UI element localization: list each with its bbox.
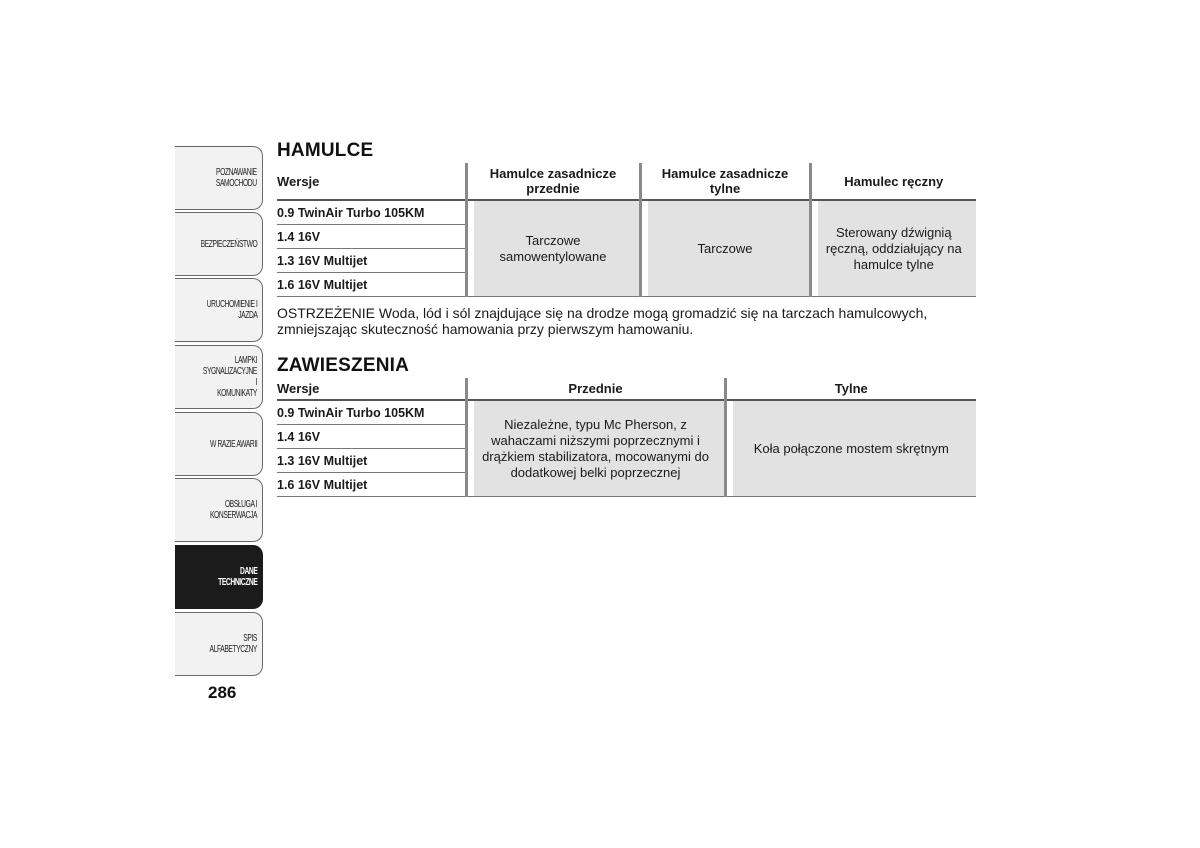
tab-w-razie-awarii[interactable] bbox=[175, 412, 263, 476]
brakes-table bbox=[277, 163, 976, 297]
tab-uruchomienie-i-jazda[interactable] bbox=[175, 278, 263, 342]
tab-lampki-sygnalizacyjne[interactable] bbox=[175, 345, 263, 409]
header-front-brakes: Hamulce zasadnicze przednie bbox=[466, 163, 640, 200]
tab-label-line: SAMOCHODU bbox=[216, 178, 257, 189]
warning-note bbox=[277, 305, 977, 337]
table-row bbox=[277, 200, 976, 225]
version-cell: 1.3 16V Multijet bbox=[277, 249, 466, 273]
tab-label-line: POZNAWANIE bbox=[216, 167, 257, 178]
handbrake-value: Sterowany dźwignią ręczną, oddziałujący na hamulce tylne bbox=[810, 200, 976, 297]
header-rear-suspension: Tylne bbox=[725, 378, 976, 400]
tab-obsluga-i-konserwacja[interactable] bbox=[175, 478, 263, 542]
tab-label-line: URUCHOMIENIE I bbox=[206, 299, 257, 310]
warning-label: OSTRZEŻENIE bbox=[277, 305, 376, 321]
version-cell: 0.9 TwinAir Turbo 105KM bbox=[277, 200, 466, 225]
tab-spis-alfabetyczny[interactable] bbox=[175, 612, 263, 676]
tab-label-line: LAMPKI bbox=[234, 355, 257, 366]
table-row bbox=[277, 400, 976, 425]
header-wersje: Wersje bbox=[277, 378, 466, 400]
suspension-title: ZAWIESZENIA bbox=[277, 355, 410, 376]
page-number: 286 bbox=[208, 683, 237, 702]
header-wersje: Wersje bbox=[277, 163, 466, 200]
front-brakes-value: Tarczowe samowentylowane bbox=[466, 200, 640, 297]
header-rear-brakes: Hamulce zasadnicze tylne bbox=[640, 163, 810, 200]
header-handbrake: Hamulec ręczny bbox=[810, 163, 976, 200]
version-cell: 1.4 16V bbox=[277, 225, 466, 249]
brakes-title: HAMULCE bbox=[277, 140, 374, 161]
tab-dane-techniczne[interactable] bbox=[175, 545, 263, 609]
front-suspension-value: Niezależne, typu Mc Pherson, z wahaczami niższymi poprzecznymi i drążkiem stabilizatora, mocowanymi do dodatkowej belki poprzecznej bbox=[466, 400, 725, 497]
rear-brakes-value: Tarczowe bbox=[640, 200, 810, 297]
tab-label-line: BEZPIECZEŃSTWO bbox=[200, 238, 257, 250]
tab-label-line: DANE bbox=[239, 566, 257, 577]
version-cell: 1.3 16V Multijet bbox=[277, 449, 466, 473]
rear-suspension-value: Koła połączone mostem skrętnym bbox=[725, 400, 976, 497]
version-cell: 1.6 16V Multijet bbox=[277, 273, 466, 297]
warning-text: Woda, lód i sól znajdujące się na drodze mogą gromadzić się na tarczach hamulcowych, zmniejszając skuteczność hamowania przy pierwszym hamowaniu. bbox=[277, 305, 928, 337]
suspension-table bbox=[277, 378, 976, 497]
tab-label-line: KOMUNIKATY bbox=[217, 388, 257, 399]
tab-label-line: W RAZIE AWARII bbox=[209, 438, 257, 450]
version-cell: 1.6 16V Multijet bbox=[277, 473, 466, 497]
tab-poznawanie-samochodu[interactable] bbox=[175, 146, 263, 210]
version-cell: 1.4 16V bbox=[277, 425, 466, 449]
tab-label-line: JAZDA bbox=[237, 310, 257, 321]
header-front-suspension: Przednie bbox=[466, 378, 725, 400]
version-cell: 0.9 TwinAir Turbo 105KM bbox=[277, 400, 466, 425]
tab-label-line: SPIS ALFABETYCZNY bbox=[209, 633, 257, 655]
tab-label-line: TECHNICZNE bbox=[217, 577, 257, 588]
tab-label-line: KONSERWACJA bbox=[209, 510, 257, 521]
tab-bezpieczenstwo[interactable] bbox=[175, 212, 263, 276]
tab-label-line: SYGNALIZACYJNE I bbox=[202, 366, 257, 388]
tab-label-line: OBSŁUGA I bbox=[224, 499, 257, 510]
